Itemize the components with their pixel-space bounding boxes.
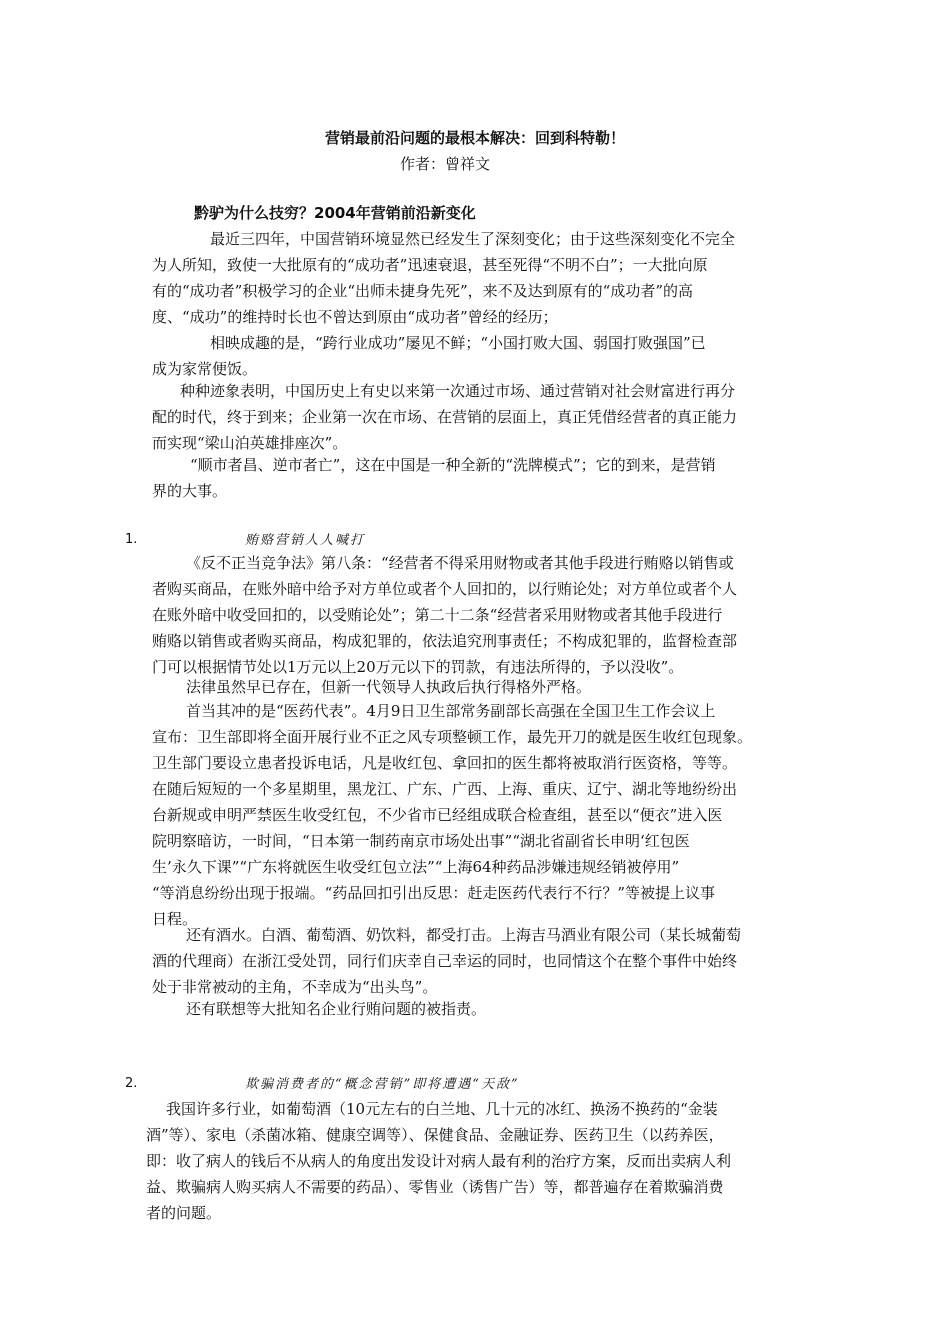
section-title: 欺骗消费者的“概念营销”即将遭遇“天敌” <box>245 1077 520 1092</box>
text-line: 种种迹象表明，中国历史上有史以来第一次通过市场、通过营销对社会财富进行再分 <box>180 382 736 400</box>
text-line: 有的“成功者”积极学习的企业“出师未捷身先死”，来不及达到原有的“成功者”的高 <box>152 282 694 300</box>
text-line: 法律虽然早已存在，但新一代领导人执政后执行得格外严格。 <box>186 678 592 696</box>
text-line: 配的时代，终于到来；企业第一次在市场、在营销的层面上，真正凭借经营者的真正能力 <box>152 408 738 426</box>
section-title: 贿赂营销人人喊打 <box>245 533 366 548</box>
section-paragraph <box>152 674 591 700</box>
text-line: 界的大事。 <box>152 482 228 500</box>
text-line: 成为家常便饭。 <box>152 360 258 378</box>
text-line: 在账外暗中收受回扣的，以受贿论处”；第二十二条“经营者采用财物或者其他手段进行 <box>152 606 723 624</box>
text-line: 酒的代理商）在浙江受处罚，同行们庆幸自己幸运的同时，也同情这个在整个事件中始终 <box>152 952 738 970</box>
text-line: 酒”等）、家电（杀菌冰箱、健康空调等）、保健食品、金融证券、医药卫生（以药养医， <box>146 1126 724 1144</box>
text-line: 院明察暗访，一时间，“日本第一制药南京市场处出事”“湖北省副省长申明‘红包医 <box>152 832 690 850</box>
text-line: “顺市者昌、逆市者亡”，这在中国是一种全新的“洗牌模式”；它的到来，是营销 <box>190 456 716 474</box>
intro-paragraph <box>152 378 737 456</box>
text-line: 门可以根据情节处以1万元以上20万元以下的罚款，有违法所得的，予以没收”。 <box>152 658 684 676</box>
intro-paragraph <box>152 330 706 382</box>
text-line: 日程。 <box>152 910 198 928</box>
section-number: 1. <box>125 532 138 547</box>
text-line: 台新规或申明严禁医生收受红包，不少省市已经组成联合检查组，甚至以“便衣”进入医 <box>152 806 723 824</box>
text-line: 相映成趣的是，“跨行业成功”屡见不鲜；“小国打败大国、弱国打败强国”已 <box>210 334 706 352</box>
section-heading: 黔驴为什么技穷？2004年营销前沿新变化 <box>194 204 476 222</box>
text-line: 者的问题。 <box>146 1204 222 1222</box>
text-line: 在随后短短的一个多星期里，黑龙江、广东、广西、上海、重庆、辽宁、湖北等地纷纷出 <box>152 780 738 798</box>
section-paragraph <box>152 922 741 1000</box>
text-line: 最近三四年，中国营销环境显然已经发生了深刻变化；由于这些深刻变化不完全 <box>210 230 736 248</box>
text-line: 宣布：卫生部即将全面开展行业不正之风专项整顿工作，最先开刀的就是医生收红包现象。 <box>152 728 753 746</box>
text-line: 处于非常被动的主角，不幸成为“出头鸟”。 <box>152 978 438 996</box>
text-line: 生’永久下课”“广东将就医生收受红包立法”“上海64种药品涉嫌违规经销被停用” <box>152 858 680 876</box>
text-line: 为人所知，致使一大批原有的“成功者”迅速衰退，甚至死得“不明不白”；一大批向原 <box>152 256 708 274</box>
text-line: 卫生部门要设立患者投诉电话，凡是收红包、拿回扣的医生都将被取消行医资格，等等。 <box>152 754 738 772</box>
text-line: 首当其冲的是“医药代表”。4月9日卫生部常务副部长高强在全国卫生工作会议上 <box>186 702 716 720</box>
section-paragraph <box>152 550 737 680</box>
text-line: 还有联想等大批知名企业行贿问题的被指责。 <box>186 1000 487 1018</box>
document-title: 营销最前沿问题的最根本解决：回到科特勒！ <box>324 129 625 147</box>
text-line: 我国许多行业，如葡萄酒（10元左右的白兰地、几十元的冰红、换汤不换药的“金装 <box>166 1100 718 1118</box>
text-line: 益、欺骗病人购买病人不需要的药品）、零售业（诱售广告）等，都普遍存在着欺骗消费 <box>146 1178 724 1196</box>
text-line: 者购买商品，在账外暗中给予对方单位或者个人回扣的，以行贿论处；对方单位或者个人 <box>152 580 738 598</box>
section-paragraph <box>146 1096 731 1226</box>
text-line: “等消息纷纷出现于报端。“药品回扣引出反思：赶走医药代表行不行？”等被提上议事 <box>152 884 716 902</box>
text-line: 《反不正当竞争法》第八条：“经营者不得采用财物或者其他手段进行贿赂以销售或 <box>186 554 734 572</box>
text-line: 贿赂以销售或者购买商品，构成犯罪的，依法追究刑事责任；不构成犯罪的，监督检查部 <box>152 632 738 650</box>
intro-paragraph <box>152 226 735 330</box>
text-line: 即：收了病人的钱后不从病人的角度出发设计对病人最有利的治疗方案，反而出卖病人利 <box>146 1152 732 1170</box>
section-number: 2. <box>125 1076 138 1091</box>
text-line: 还有酒水。白酒、葡萄酒、奶饮料，都受打击。上海吉马酒业有限公司（某长城葡萄 <box>186 926 742 944</box>
section-paragraph <box>152 996 486 1022</box>
text-line: 度、“成功”的维持时长也不曾达到原由“成功者”曾经的经历； <box>152 308 558 326</box>
section-paragraph <box>152 698 752 932</box>
author-line: 作者：曾祥文 <box>399 155 490 173</box>
text-line: 而实现“梁山泊英雄排座次”。 <box>152 434 348 452</box>
intro-paragraph <box>152 452 716 504</box>
